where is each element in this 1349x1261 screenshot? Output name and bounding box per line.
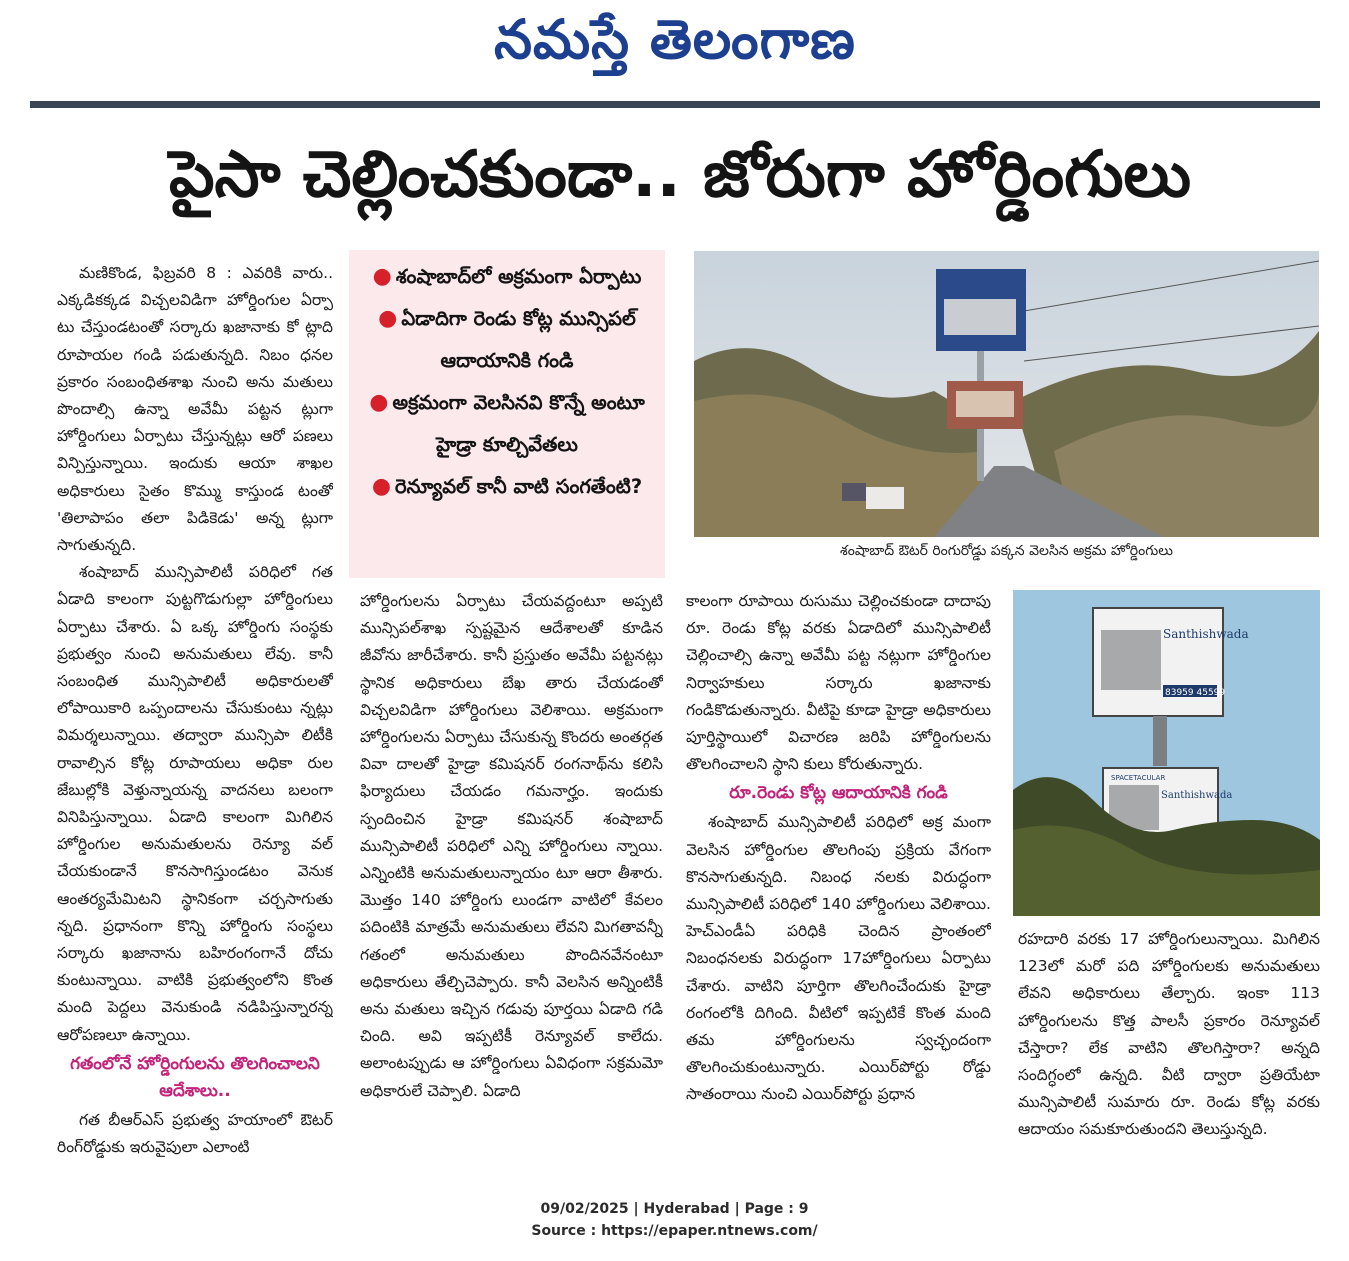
photo-roadside-hoardings bbox=[694, 251, 1319, 537]
bullet-icon: ● bbox=[378, 306, 398, 331]
article-column-1 bbox=[57, 260, 333, 1175]
masthead-rule bbox=[30, 101, 1320, 108]
billboard-tag: SPACETACULAR bbox=[1111, 774, 1166, 782]
newspaper-logo: నమస్తే తెలంగాణ bbox=[494, 8, 856, 71]
highlight-item: ● ఏడాదిగా రెండు కోట్ల మున్సిపల్ ఆదాయానికి గండి bbox=[378, 306, 636, 372]
paragraph: రహదారి వరకు 17 హోర్డింగులున్నాయి. మిగిలిన 123లో మరో పది హోర్డింగులకు అనుమతులు లేవని అధికారులు తేల్చారు. ఇంకా 113 హోర్డింగులను కొత్త పాలసీ ప్రకారం రెన్యూవల్ చేస్తారా? లేక వాటిని తొలగిస్తారా? అన్నది సందిగ్ధంలో ఉన్నది. వీటి ద్వారా ప్రతియేటా మున్సిపాలిటీ సుమారు రూ. రెండు కోట్ల వరకు ఆదాయం సమకూరుతుందని తెలుస్తున్నది. bbox=[1018, 930, 1320, 1139]
billboard-phone: 83959 45599 bbox=[1165, 688, 1226, 698]
paragraph: శంషాబాద్ మున్సిపాలిటీ పరిధిలో గత ఏడాది కాలంగా పుట్టగొడుగుల్లా హోర్డింగులు ఏర్పాటు చేశారు. ఏ ఒక్క హోర్డింగు సంస్థకు ప్రభుత్వం నుంచి అనుమతులు లేవు. కానీ సంబంధిత మున్సిపాలిటీ అధికారులతో లోపాయికారి ఒప్పందాలను చేసుకుంటు న్నట్లు విమర్శలున్నాయి. తద్వారా మున్సిపా లిటీకి రావాల్సిన కోట్ల రూపాయలు అధికా రుల జేబుల్లోకి వెళ్తున్నాయన్న వాదనలు బలంగా వినిపిస్తున్నాయి. ఏడాది కాలంగా మిగిలిన హోర్డింగుల అనుమతులను రెన్యూ వల్ చేయకుండానే కొనసాగిస్తుండటం వెనుక ఆంతర్యమేమిటని స్థానికంగా చర్చసాగుతు న్నది. ప్రధానంగా కొన్ని హోర్డింగు సంస్థలు సర్కారు ఖజానాను బహిరంగంగానే దోచు కుంటున్నాయి. వాటికి ప్రభుత్వంలోని కొంత మంది పెద్దలు వెనుకుండి నడిపిస్తున్నారన్న ఆరోపణలూ ఉన్నాయి. bbox=[57, 563, 333, 1044]
footer bbox=[0, 1198, 1349, 1242]
bullet-icon: ● bbox=[372, 264, 392, 289]
roadside-hoardings-image bbox=[694, 251, 1319, 537]
highlights-box bbox=[349, 250, 665, 578]
article-column-2 bbox=[360, 588, 663, 1175]
subheading: రూ.రెండు కోట్ల ఆదాయానికి గండి bbox=[729, 783, 948, 804]
billboards-image bbox=[1013, 590, 1320, 916]
bullet-icon: ● bbox=[371, 474, 392, 499]
billboard-brand-bottom: Santhishwada bbox=[1161, 790, 1233, 801]
highlight-item: ● శంషాబాద్‌లో అక్రమంగా ఏర్పాటు bbox=[372, 264, 642, 289]
headline: పైసా చెల్లించకుండా.. జోరుగా హోర్డింగులు bbox=[168, 138, 1192, 212]
paragraph: హోర్డింగులను ఏర్పాటు చేయవద్దంటూ అప్పటి మున్సిపల్‌శాఖ స్పష్టమైన ఆదేశాలతో కూడిన జీవోను జారీచేశారు. కానీ ప్రస్తుతం అవేమీ పట్టనట్లు స్థానిక అధికారులు బేఖ తారు చేయడంతో విచ్చలవిడిగా హోర్డింగులు వెలిశాయి. అక్రమంగా హోర్డింగులను ఏర్పాటు చేసుకున్న కొందరు అంతర్గత వివా దాలతో హైడ్రా కమిషనర్ రంగనాథ్‌ను కలిసి ఫిర్యాదులు చేయడం గమనార్హం. ఇందుకు స్పందించిన హైడ్రా కమిషనర్ శంషాబాద్ మున్సిపాలిటీ పరిధిలో ఎన్ని హోర్డింగులు న్నాయి. ఎన్నింటికి అనుమతులున్నాయం టూ ఆరా తీశారు. మొత్తం 140 హోర్డింగు లుండగా వాటిలో కేవలం పదింటికి మాత్రమే అనుమతులు లేవని మిగతావన్నీ గతంలో అనుమతులు పొందినవేనంటూ అధికారులు తేల్చిచెప్పారు. కానీ వెలసిన అన్నింటికీ అను మతులు ఇచ్చిన గడువు పూర్తయి ఏడాది గడి చింది. అవి ఇప్పటికీ రెన్యూవల్ కాలేదు. అలాంటప్పుడు ఆ హోర్డింగులు ఏవిధంగా సక్రమమో అధికారులే చెప్పాలి. ఏడాది bbox=[360, 592, 663, 1100]
photo-santhishwada-billboards bbox=[1013, 590, 1320, 916]
paragraph: మణికొండ, ఫిబ్రవరి 8 : ఎవరికి వారు.. ఎక్కడికక్కడ విచ్చలవిడిగా హోర్డింగుల ఏర్పా టు చేస్తుండటంతో సర్కారు ఖజానాకు కో ట్లాది రూపాయల గండి పడుతున్నది. నిబం ధనల ప్రకారం సంబంధితశాఖ నుంచి అను మతులు పొందాల్సి ఉన్నా అవేమీ పట్టన ట్లుగా హోర్డింగులు ఏర్పాటు చేస్తున్నట్లు ఆరో పణలు విన్పిస్తున్నాయి. ఇందుకు ఆయా శాఖల అధికారులు సైతం కొమ్ము కాస్తుండ టంతో 'తిలాపాపం తలా పిడికెడు' అన్న ట్లుగా సాగుతున్నది. bbox=[57, 264, 333, 555]
billboard-brand-top: Santhishwada bbox=[1163, 627, 1249, 641]
subheading: గతంలోనే హోర్డింగులను తొలగించాలని ఆదేశాలు.. bbox=[70, 1053, 320, 1101]
bullet-icon: ● bbox=[369, 390, 389, 415]
footer-date-line: 09/02/2025 | Hyderabad | Page : 9 bbox=[540, 1201, 809, 1217]
paragraph: గత బీఆర్ఎస్ ప్రభుత్వ హయాంలో ఔటర్ రింగ్‌రోడ్డుకు ఇరువైపులా ఎలాంటి bbox=[57, 1110, 333, 1157]
article-column-3 bbox=[686, 588, 991, 1175]
article-column-4 bbox=[1018, 926, 1320, 1176]
masthead bbox=[0, 0, 1349, 100]
paragraph: కాలంగా రూపాయి రుసుము చెల్లించకుండా దాదాపు రూ. రెండు కోట్ల వరకు ఏడాదిలో మున్సిపాలిటీ చెల్లించాల్సి ఉన్నా అవేమీ పట్ట నట్లుగా హోర్డింగుల నిర్వాహకులు సర్కారు ఖజానాకు గండికొడుతున్నారు. వీటిపై కూడా హైడ్రా అధికారులు పూర్తిస్థాయిలో విచారణ జరిపి హోర్డింగులను తొలగించాలని స్థాని కులు కోరుతున్నారు. bbox=[686, 592, 991, 774]
footer-source-line[interactable]: Source : https://epaper.ntnews.com/ bbox=[531, 1223, 818, 1239]
highlight-item: ● అక్రమంగా వెలసినవి కొన్నే అంటూ హైడ్రా కూల్చివేతలు bbox=[369, 390, 645, 456]
photo-caption: శంషాబాద్ ఔటర్ రింగురోడ్డు పక్కన వెలసిన అక్రమ హోర్డింగులు bbox=[840, 543, 1173, 559]
highlight-item: ● రెన్యూవల్ కానీ వాటి సంగతేంటి? bbox=[371, 474, 643, 499]
paragraph: శంషాబాద్ మున్సిపాలిటీ పరిధిలో అక్ర మంగా వెలసిన హోర్డింగుల తొలగింపు ప్రక్రియ వేగంగా కొనసాగుతున్నది. నిబంధ నలకు విరుద్ధంగా మున్సిపాలిటీ పరిధిలో 140 హోర్డింగులు వెలిశాయి. హెచ్ఎండీఏ పరిధికి చెందిన ప్రాంతంలో నిబంధనలకు విరుద్ధంగా 17హోర్డింగులు ఏర్పాటు చేశారు. వాటిని పూర్తిగా తొలగించేందుకు హైడ్రా రంగంలోకి దిగింది. వీటిలో ఇప్పటికే కొంత మంది తమ హోర్డింగులను స్వచ్ఛందంగా తొలగించుకుంటున్నారు. ఎయిర్‌పోర్టు రోడ్డు సాతంరాయి నుంచి ఎయిర్‌పోర్టు ప్రధాన bbox=[686, 813, 991, 1104]
